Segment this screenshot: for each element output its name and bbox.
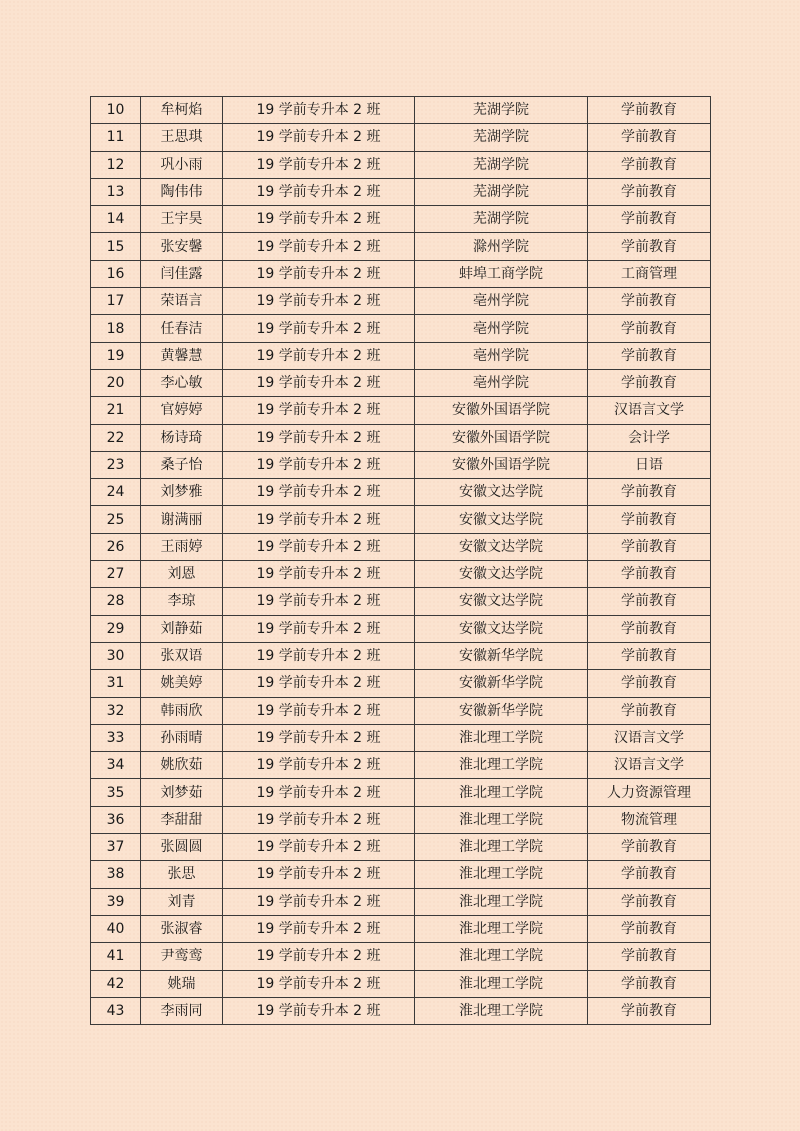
major-cell: 学前教育	[588, 369, 711, 396]
student-name-cell: 李甜甜	[141, 806, 223, 833]
student-name-cell: 李琼	[141, 588, 223, 615]
row-number-cell: 15	[91, 233, 141, 260]
row-number-cell: 36	[91, 806, 141, 833]
school-cell: 亳州学院	[415, 288, 588, 315]
student-name-cell: 牟柯焰	[141, 97, 223, 124]
major-cell: 汉语言文学	[588, 752, 711, 779]
school-cell: 蚌埠工商学院	[415, 260, 588, 287]
major-cell: 学前教育	[588, 178, 711, 205]
table-row	[91, 861, 711, 888]
class-name-cell: 19 学前专升本 2 班	[223, 588, 415, 615]
school-cell: 淮北理工学院	[415, 834, 588, 861]
class-name-cell: 19 学前专升本 2 班	[223, 533, 415, 560]
major-cell: 学前教育	[588, 642, 711, 669]
row-number-cell: 22	[91, 424, 141, 451]
student-name-cell: 张安馨	[141, 233, 223, 260]
row-number-cell: 26	[91, 533, 141, 560]
table-row	[91, 397, 711, 424]
student-name-cell: 王宇昊	[141, 206, 223, 233]
class-name-cell: 19 学前专升本 2 班	[223, 479, 415, 506]
school-cell: 芜湖学院	[415, 124, 588, 151]
major-cell: 学前教育	[588, 943, 711, 970]
student-name-cell: 姚瑞	[141, 970, 223, 997]
row-number-cell: 20	[91, 369, 141, 396]
table-row	[91, 151, 711, 178]
student-name-cell: 谢满丽	[141, 506, 223, 533]
class-name-cell: 19 学前专升本 2 班	[223, 997, 415, 1024]
student-roster-table	[90, 96, 711, 1025]
major-cell: 汉语言文学	[588, 397, 711, 424]
class-name-cell: 19 学前专升本 2 班	[223, 424, 415, 451]
class-name-cell: 19 学前专升本 2 班	[223, 561, 415, 588]
major-cell: 人力资源管理	[588, 779, 711, 806]
student-name-cell: 任春洁	[141, 315, 223, 342]
row-number-cell: 32	[91, 697, 141, 724]
major-cell: 学前教育	[588, 561, 711, 588]
major-cell: 物流管理	[588, 806, 711, 833]
row-number-cell: 25	[91, 506, 141, 533]
school-cell: 淮北理工学院	[415, 779, 588, 806]
school-cell: 亳州学院	[415, 315, 588, 342]
table-row	[91, 315, 711, 342]
class-name-cell: 19 学前专升本 2 班	[223, 861, 415, 888]
major-cell: 学前教育	[588, 124, 711, 151]
class-name-cell: 19 学前专升本 2 班	[223, 206, 415, 233]
school-cell: 芜湖学院	[415, 151, 588, 178]
class-name-cell: 19 学前专升本 2 班	[223, 642, 415, 669]
class-name-cell: 19 学前专升本 2 班	[223, 178, 415, 205]
student-name-cell: 王雨婷	[141, 533, 223, 560]
student-name-cell: 李雨同	[141, 997, 223, 1024]
table-row	[91, 424, 711, 451]
table-row	[91, 806, 711, 833]
class-name-cell: 19 学前专升本 2 班	[223, 752, 415, 779]
class-name-cell: 19 学前专升本 2 班	[223, 397, 415, 424]
row-number-cell: 12	[91, 151, 141, 178]
class-name-cell: 19 学前专升本 2 班	[223, 288, 415, 315]
row-number-cell: 30	[91, 642, 141, 669]
school-cell: 安徽文达学院	[415, 479, 588, 506]
table-row	[91, 97, 711, 124]
row-number-cell: 42	[91, 970, 141, 997]
student-name-cell: 巩小雨	[141, 151, 223, 178]
table-row	[91, 997, 711, 1024]
major-cell: 会计学	[588, 424, 711, 451]
class-name-cell: 19 学前专升本 2 班	[223, 970, 415, 997]
major-cell: 日语	[588, 451, 711, 478]
row-number-cell: 14	[91, 206, 141, 233]
row-number-cell: 21	[91, 397, 141, 424]
row-number-cell: 16	[91, 260, 141, 287]
table-row	[91, 888, 711, 915]
school-cell: 淮北理工学院	[415, 888, 588, 915]
row-number-cell: 33	[91, 724, 141, 751]
class-name-cell: 19 学前专升本 2 班	[223, 888, 415, 915]
class-name-cell: 19 学前专升本 2 班	[223, 670, 415, 697]
table-row	[91, 561, 711, 588]
major-cell: 学前教育	[588, 670, 711, 697]
class-name-cell: 19 学前专升本 2 班	[223, 506, 415, 533]
row-number-cell: 40	[91, 915, 141, 942]
row-number-cell: 29	[91, 615, 141, 642]
school-cell: 安徽文达学院	[415, 533, 588, 560]
roster-body	[91, 97, 711, 1025]
student-name-cell: 张思	[141, 861, 223, 888]
student-name-cell: 张双语	[141, 642, 223, 669]
school-cell: 淮北理工学院	[415, 861, 588, 888]
school-cell: 安徽文达学院	[415, 615, 588, 642]
school-cell: 安徽文达学院	[415, 506, 588, 533]
school-cell: 亳州学院	[415, 369, 588, 396]
table-row	[91, 724, 711, 751]
major-cell: 学前教育	[588, 533, 711, 560]
school-cell: 淮北理工学院	[415, 943, 588, 970]
row-number-cell: 11	[91, 124, 141, 151]
student-name-cell: 孙雨晴	[141, 724, 223, 751]
row-number-cell: 28	[91, 588, 141, 615]
table-row	[91, 752, 711, 779]
table-row	[91, 943, 711, 970]
table-row	[91, 834, 711, 861]
row-number-cell: 41	[91, 943, 141, 970]
major-cell: 学前教育	[588, 479, 711, 506]
row-number-cell: 35	[91, 779, 141, 806]
school-cell: 安徽新华学院	[415, 642, 588, 669]
table-row	[91, 615, 711, 642]
row-number-cell: 13	[91, 178, 141, 205]
student-name-cell: 陶伟伟	[141, 178, 223, 205]
major-cell: 学前教育	[588, 506, 711, 533]
school-cell: 安徽外国语学院	[415, 424, 588, 451]
major-cell: 学前教育	[588, 861, 711, 888]
row-number-cell: 10	[91, 97, 141, 124]
row-number-cell: 18	[91, 315, 141, 342]
major-cell: 工商管理	[588, 260, 711, 287]
major-cell: 学前教育	[588, 288, 711, 315]
major-cell: 学前教育	[588, 97, 711, 124]
student-name-cell: 黄馨慧	[141, 342, 223, 369]
school-cell: 安徽外国语学院	[415, 451, 588, 478]
major-cell: 学前教育	[588, 233, 711, 260]
major-cell: 学前教育	[588, 206, 711, 233]
school-cell: 安徽文达学院	[415, 561, 588, 588]
major-cell: 学前教育	[588, 315, 711, 342]
student-name-cell: 杨诗琦	[141, 424, 223, 451]
student-name-cell: 刘静茹	[141, 615, 223, 642]
major-cell: 学前教育	[588, 915, 711, 942]
class-name-cell: 19 学前专升本 2 班	[223, 806, 415, 833]
student-name-cell: 官婷婷	[141, 397, 223, 424]
school-cell: 安徽新华学院	[415, 670, 588, 697]
table-row	[91, 178, 711, 205]
row-number-cell: 31	[91, 670, 141, 697]
school-cell: 淮北理工学院	[415, 970, 588, 997]
school-cell: 淮北理工学院	[415, 915, 588, 942]
school-cell: 芜湖学院	[415, 206, 588, 233]
row-number-cell: 24	[91, 479, 141, 506]
class-name-cell: 19 学前专升本 2 班	[223, 451, 415, 478]
class-name-cell: 19 学前专升本 2 班	[223, 151, 415, 178]
row-number-cell: 43	[91, 997, 141, 1024]
major-cell: 学前教育	[588, 588, 711, 615]
table-row	[91, 642, 711, 669]
row-number-cell: 27	[91, 561, 141, 588]
school-cell: 淮北理工学院	[415, 806, 588, 833]
school-cell: 芜湖学院	[415, 178, 588, 205]
class-name-cell: 19 学前专升本 2 班	[223, 943, 415, 970]
row-number-cell: 38	[91, 861, 141, 888]
table-row	[91, 479, 711, 506]
table-row	[91, 124, 711, 151]
row-number-cell: 17	[91, 288, 141, 315]
student-name-cell: 张圆圆	[141, 834, 223, 861]
school-cell: 滁州学院	[415, 233, 588, 260]
school-cell: 安徽新华学院	[415, 697, 588, 724]
school-cell: 淮北理工学院	[415, 752, 588, 779]
school-cell: 淮北理工学院	[415, 724, 588, 751]
table-row	[91, 288, 711, 315]
class-name-cell: 19 学前专升本 2 班	[223, 97, 415, 124]
student-name-cell: 韩雨欣	[141, 697, 223, 724]
class-name-cell: 19 学前专升本 2 班	[223, 697, 415, 724]
class-name-cell: 19 学前专升本 2 班	[223, 915, 415, 942]
student-name-cell: 刘梦茹	[141, 779, 223, 806]
table-row	[91, 369, 711, 396]
class-name-cell: 19 学前专升本 2 班	[223, 315, 415, 342]
student-name-cell: 闫佳露	[141, 260, 223, 287]
table-row	[91, 260, 711, 287]
class-name-cell: 19 学前专升本 2 班	[223, 260, 415, 287]
student-name-cell: 桑子怡	[141, 451, 223, 478]
row-number-cell: 34	[91, 752, 141, 779]
row-number-cell: 19	[91, 342, 141, 369]
major-cell: 学前教育	[588, 888, 711, 915]
class-name-cell: 19 学前专升本 2 班	[223, 233, 415, 260]
class-name-cell: 19 学前专升本 2 班	[223, 124, 415, 151]
major-cell: 汉语言文学	[588, 724, 711, 751]
student-name-cell: 姚美婷	[141, 670, 223, 697]
major-cell: 学前教育	[588, 997, 711, 1024]
table-row	[91, 206, 711, 233]
major-cell: 学前教育	[588, 970, 711, 997]
student-name-cell: 李心敏	[141, 369, 223, 396]
table-row	[91, 451, 711, 478]
school-cell: 芜湖学院	[415, 97, 588, 124]
row-number-cell: 23	[91, 451, 141, 478]
class-name-cell: 19 学前专升本 2 班	[223, 724, 415, 751]
school-cell: 淮北理工学院	[415, 997, 588, 1024]
table-row	[91, 506, 711, 533]
major-cell: 学前教育	[588, 342, 711, 369]
student-name-cell: 荣语言	[141, 288, 223, 315]
school-cell: 亳州学院	[415, 342, 588, 369]
table-row	[91, 915, 711, 942]
class-name-cell: 19 学前专升本 2 班	[223, 369, 415, 396]
student-name-cell: 王思琪	[141, 124, 223, 151]
student-name-cell: 刘恩	[141, 561, 223, 588]
student-name-cell: 刘梦雅	[141, 479, 223, 506]
table-row	[91, 670, 711, 697]
table-row	[91, 970, 711, 997]
table-row	[91, 697, 711, 724]
class-name-cell: 19 学前专升本 2 班	[223, 615, 415, 642]
table-row	[91, 588, 711, 615]
table-row	[91, 533, 711, 560]
major-cell: 学前教育	[588, 834, 711, 861]
school-cell: 安徽文达学院	[415, 588, 588, 615]
major-cell: 学前教育	[588, 151, 711, 178]
student-name-cell: 尹鸾鸾	[141, 943, 223, 970]
student-name-cell: 张淑睿	[141, 915, 223, 942]
class-name-cell: 19 学前专升本 2 班	[223, 779, 415, 806]
table-row	[91, 233, 711, 260]
major-cell: 学前教育	[588, 615, 711, 642]
table-row	[91, 342, 711, 369]
major-cell: 学前教育	[588, 697, 711, 724]
student-name-cell: 刘青	[141, 888, 223, 915]
school-cell: 安徽外国语学院	[415, 397, 588, 424]
class-name-cell: 19 学前专升本 2 班	[223, 342, 415, 369]
table-row	[91, 779, 711, 806]
row-number-cell: 37	[91, 834, 141, 861]
class-name-cell: 19 学前专升本 2 班	[223, 834, 415, 861]
row-number-cell: 39	[91, 888, 141, 915]
student-name-cell: 姚欣茹	[141, 752, 223, 779]
